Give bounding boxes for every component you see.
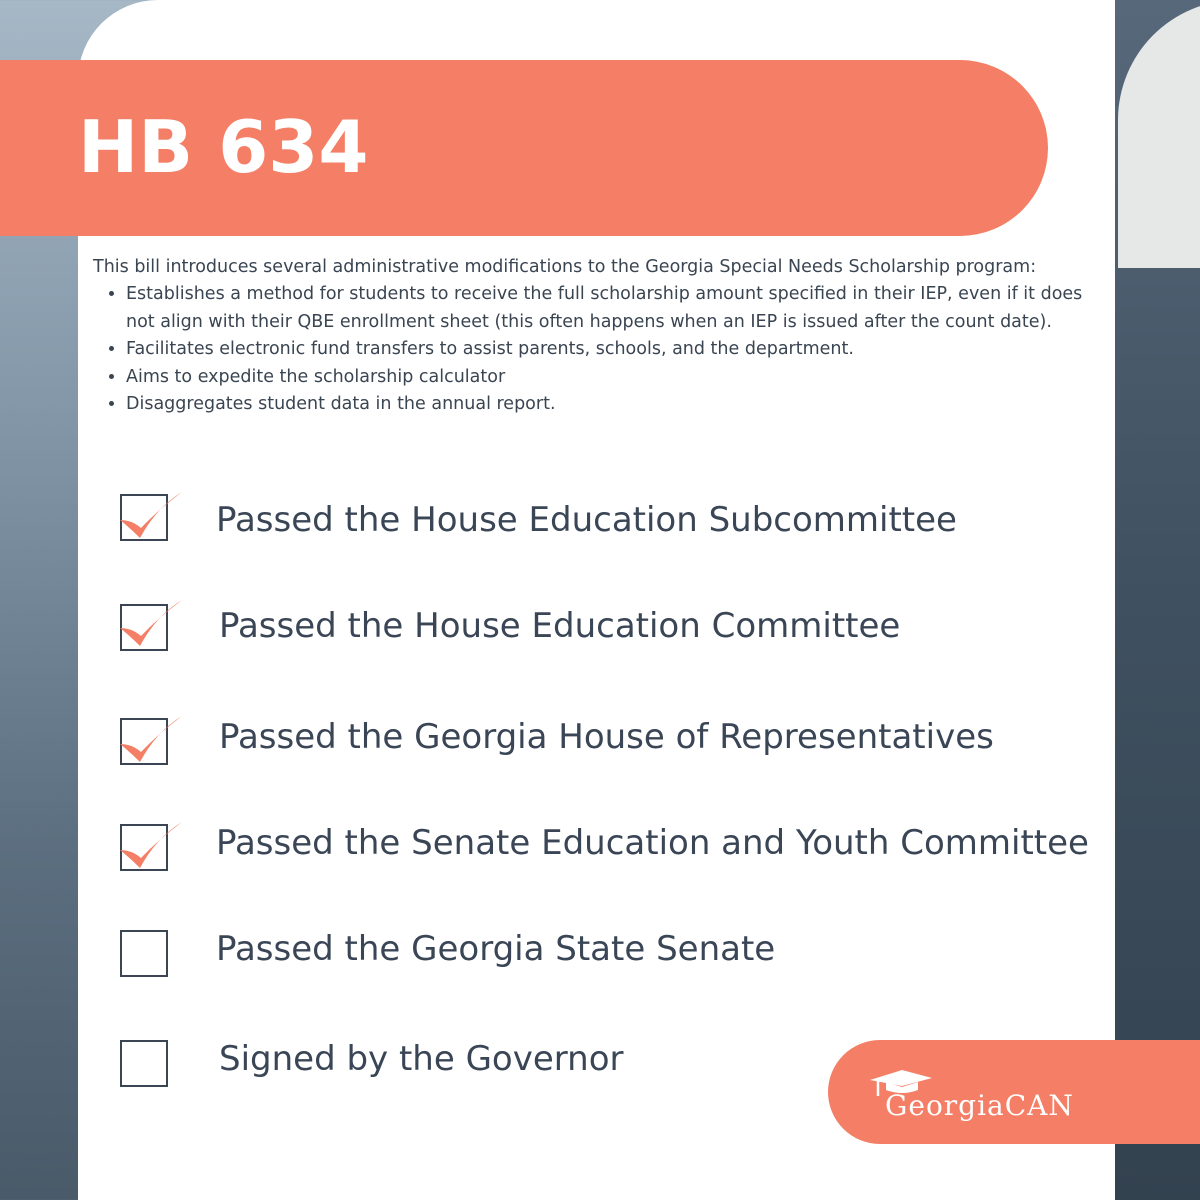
checkmark-icon-step-3 bbox=[116, 708, 188, 772]
checkmark-icon-step-1 bbox=[116, 484, 188, 548]
page-title: HB 634 bbox=[78, 105, 369, 189]
intro-text: This bill introduces several administrative modifications to the Georgia Special Needs Scholarship program: bbox=[93, 257, 1037, 277]
step-label-5: Passed the Georgia State Senate bbox=[216, 929, 776, 969]
step-label-4: Passed the Senate Education and Youth Committee bbox=[216, 823, 1089, 863]
bullet-item: • Disaggregates student data in the annual report. bbox=[126, 391, 1106, 419]
checkmark-icon-step-4 bbox=[116, 814, 188, 878]
step-label-6: Signed by the Governor bbox=[219, 1039, 624, 1079]
logo-text: GeorgiaCAN bbox=[885, 1089, 1074, 1122]
checkbox-step-5 bbox=[120, 930, 168, 977]
bullet-list bbox=[93, 281, 1106, 419]
checkbox-step-6 bbox=[120, 1040, 168, 1087]
checkmark-icon-step-2 bbox=[116, 592, 188, 656]
bullet-item: • Aims to expedite the scholarship calculator bbox=[126, 364, 1106, 392]
step-label-1: Passed the House Education Subcommittee bbox=[216, 500, 957, 540]
bullet-item: • Establishes a method for students to receive the full scholarship amount specified in their IEP, even if it does not align with their QBE enrollment sheet (this often happens when an IEP is issued after the count date). bbox=[126, 281, 1106, 336]
bullet-item: • Facilitates electronic fund transfers to assist parents, schools, and the department. bbox=[126, 336, 1106, 364]
step-label-3: Passed the Georgia House of Representatives bbox=[219, 717, 994, 757]
step-label-2: Passed the House Education Committee bbox=[219, 606, 901, 646]
